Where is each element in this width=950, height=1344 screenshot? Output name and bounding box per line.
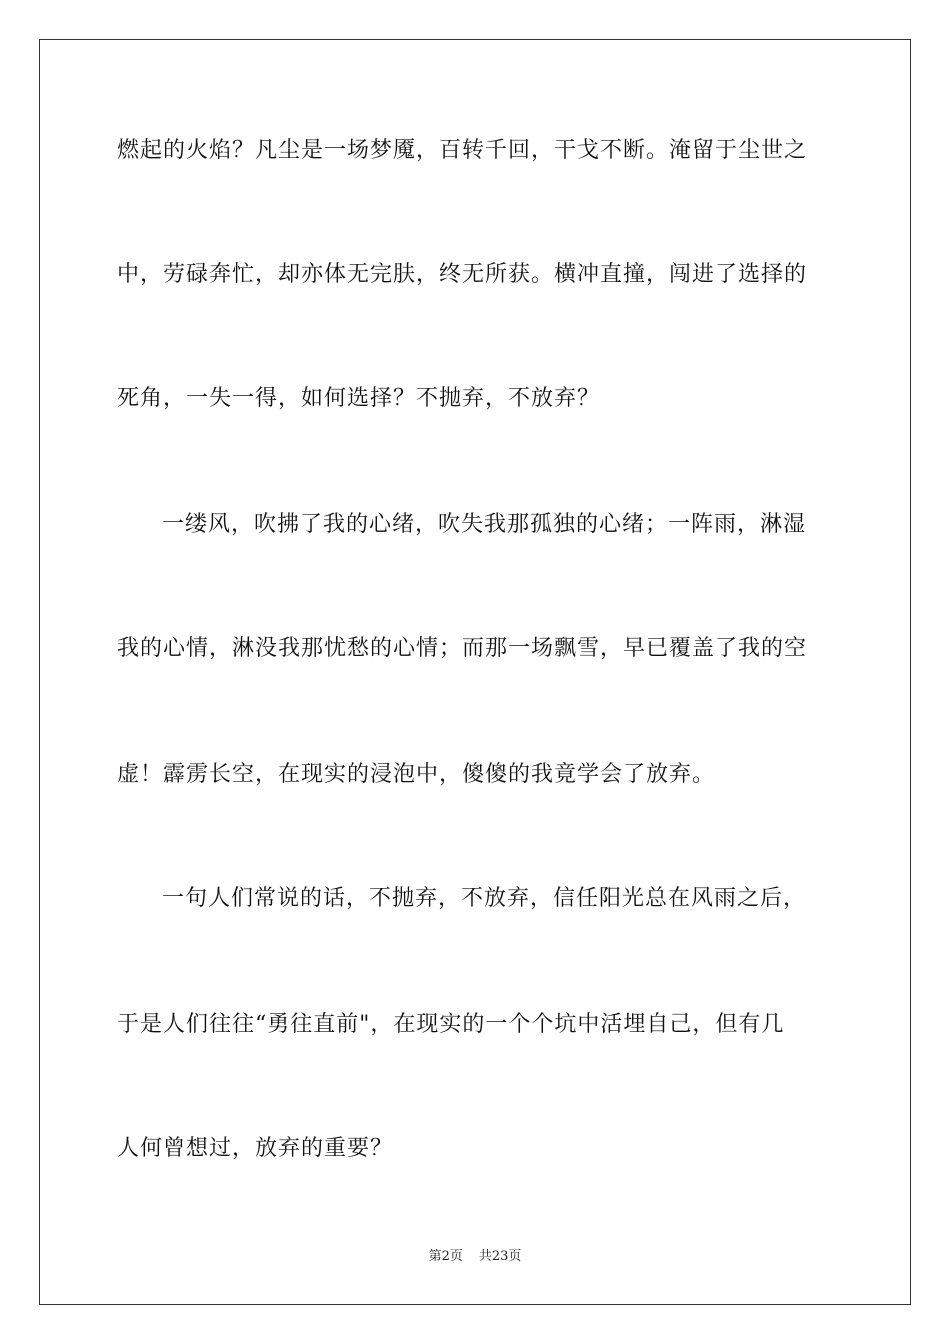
text-line-6: 虚！霹雳长空，在现实的浸泡中，傻傻的我竟学会了放弃。 [117, 762, 716, 787]
text-line-4: 一缕风，吹拂了我的心绪，吹失我那孤独的心绪；一阵雨，淋湿 [162, 512, 807, 537]
page-number: 第2页 [428, 1249, 463, 1264]
text-line-3: 死角，一失一得，如何选择？不抛弃，不放弃？ [117, 386, 601, 411]
page-footer [0, 1248, 950, 1266]
text-line-1: 燃起的火焰？凡尘是一场梦魇，百转千回，干戈不断。淹留于尘世之 [117, 138, 808, 163]
page-border [39, 39, 911, 1305]
text-line-7: 一句人们常说的话，不抛弃，不放弃，信任阳光总在风雨之后， [162, 886, 807, 911]
text-line-8: 于是人们往往“勇往直前"，在现实的一个个坑中活埋自己，但有几 [117, 1012, 785, 1037]
text-line-2: 中，劳碌奔忙，却亦体无完肤，终无所获。横冲直撞，闯进了选择的 [117, 262, 808, 287]
text-line-5: 我的心情，淋没我那忧愁的心情；而那一场飘雪，早已覆盖了我的空 [117, 636, 808, 661]
text-line-9: 人何曾想过，放弃的重要？ [117, 1136, 394, 1161]
page-total: 共23页 [478, 1249, 522, 1264]
